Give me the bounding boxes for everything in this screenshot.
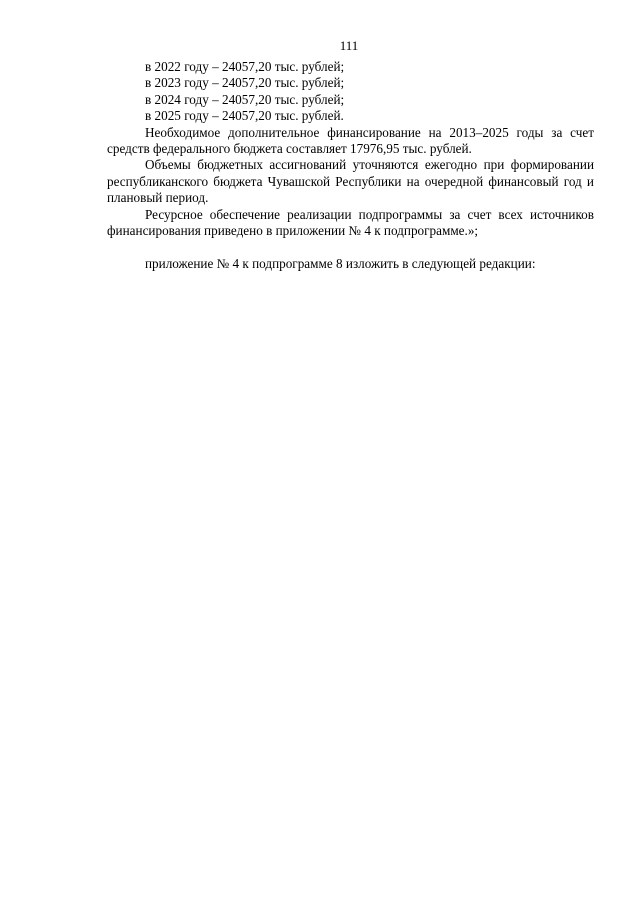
document-body	[107, 59, 594, 272]
paragraph-budget-allocations: Объемы бюджетных ассигнований уточняются ежегодно при формировании республиканского бюджета Чувашской Республики на очередной финансовый год и плановый период.	[107, 157, 594, 206]
paragraph-federal-funding: Необходимое дополнительное финансирование на 2013–2025 годы за счет средств федерального бюджета составляет 17976,95 тыс. рублей.	[107, 124, 594, 157]
page-number: 111	[339, 38, 359, 53]
year-line-2023: в 2023 году – 24057,20 тыс. рублей;	[145, 75, 345, 91]
year-line-2024: в 2024 году – 24057,20 тыс. рублей;	[145, 91, 345, 107]
year-line-2022: в 2022 году – 24057,20 тыс. рублей;	[145, 59, 345, 74]
final-instruction-line: приложение № 4 к подпрограмме 8 изложить в следующей редакции:	[145, 255, 536, 271]
year-line-2025: в 2025 году – 24057,20 тыс. рублей.	[145, 108, 344, 124]
paragraph-resource-provision: Ресурсное обеспечение реализации подпрограммы за счет всех источников финансирования приведено в приложении № 4 к подпрограмме.»;	[107, 206, 594, 239]
blank-line	[107, 239, 594, 255]
